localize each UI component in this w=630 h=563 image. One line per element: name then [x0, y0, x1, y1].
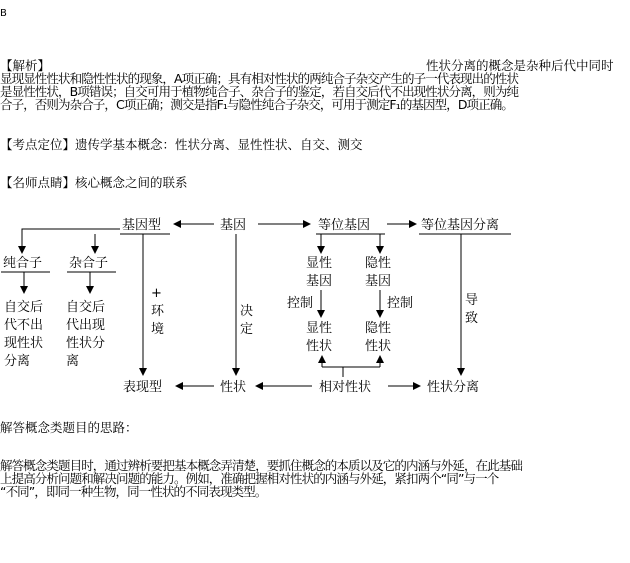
node-allele-sep: 等位基因分离: [421, 218, 500, 233]
label-lead-2: 致: [465, 311, 479, 326]
analysis-label: 【解析】: [0, 58, 51, 73]
node-gene: 基因: [220, 218, 247, 233]
thinking-line-1: 解答概念类题目时，通过辨析要把基本概念弄清楚，要抓住概念的本质以及它的内涵与外延，在此基础: [0, 458, 523, 473]
label-decide-2: 定: [240, 322, 254, 337]
dom-trait-1: 显性: [306, 321, 333, 336]
analysis-line-3: 是显性性状，B项错误；自交可用于植物纯合子、杂合子的鉴定，若自交后代不出现性状分离，则为纯: [0, 84, 519, 99]
node-allele: 等位基因: [318, 218, 371, 233]
homo-desc-4: 分离: [4, 354, 31, 369]
analysis-line-2: 显现显性性状和隐性性状的现象，A项正确；具有相对性状的两纯合子杂交产生的子一代表现出的性状: [0, 71, 519, 86]
label-control-1: 控制: [287, 296, 314, 311]
rec-trait-2: 性状: [365, 339, 392, 354]
dom-gene-1: 显性: [306, 256, 333, 271]
rec-gene-1: 隐性: [365, 256, 392, 271]
kaodian-text: 遗传学基本概念：性状分离、显性性状、自交、测交: [75, 137, 363, 152]
kaodian-row: [0, 138, 363, 151]
hetero-desc-4: 离: [66, 354, 80, 369]
hetero-desc-3: 性状分: [66, 336, 106, 351]
dom-gene-2: 基因: [306, 274, 333, 289]
concept-diagram: [0, 205, 630, 405]
hetero-desc-2: 代出现: [66, 318, 106, 333]
homo-desc-1: 自交后: [4, 300, 44, 315]
mingshi-label: 【名师点睛】: [0, 175, 76, 190]
hetero-desc-1: 自交后: [66, 300, 106, 315]
node-trait: 性状: [220, 380, 247, 395]
arrow-genotype-homo: [22, 229, 120, 253]
thinking-line-2: 上提高分析问题和解决问题的能力。例如，准确把握相对性状的内涵与外延，紧扣两个“同”与一个: [0, 471, 499, 486]
label-decide-1: 决: [240, 304, 254, 319]
dom-trait-2: 性状: [306, 339, 333, 354]
rec-gene-2: 基因: [365, 274, 392, 289]
homo-desc-3: 现性状: [4, 336, 44, 351]
answer-letter: B: [0, 8, 7, 19]
label-control-2: 控制: [387, 296, 414, 311]
node-phenotype: 表现型: [123, 380, 163, 395]
node-genotype: 基因型: [122, 218, 162, 233]
analysis-line-4: 合子，否则为杂合子，C项正确；测交是指F₁与隐性纯合子杂交，可用于测定F₁的基因型，D项正确。: [0, 97, 513, 112]
node-homo: 纯合子: [3, 256, 43, 271]
label-env-plus: +: [151, 286, 162, 301]
kaodian-label: 【考点定位】: [0, 137, 76, 152]
thinking-title: 解答概念类题目的思路：: [0, 420, 138, 435]
node-rel-trait: 相对性状: [319, 380, 372, 395]
homo-desc-2: 代不出: [4, 318, 44, 333]
mingshi-text: 核心概念之间的联系: [75, 175, 188, 190]
label-env-1: 环: [151, 304, 165, 319]
label-env-2: 境: [151, 322, 165, 337]
rec-trait-1: 隐性: [365, 321, 392, 336]
mingshi-row: [0, 176, 188, 189]
node-hetero: 杂合子: [69, 256, 109, 271]
thinking-line-3: “不同”，即同一种生物，同一性状的不同表现类型。: [0, 484, 267, 499]
node-trait-sep: 性状分离: [427, 380, 480, 395]
analysis-line-1: 性状分离的概念是杂种后代中同时: [426, 58, 614, 73]
label-lead-1: 导: [465, 293, 479, 308]
